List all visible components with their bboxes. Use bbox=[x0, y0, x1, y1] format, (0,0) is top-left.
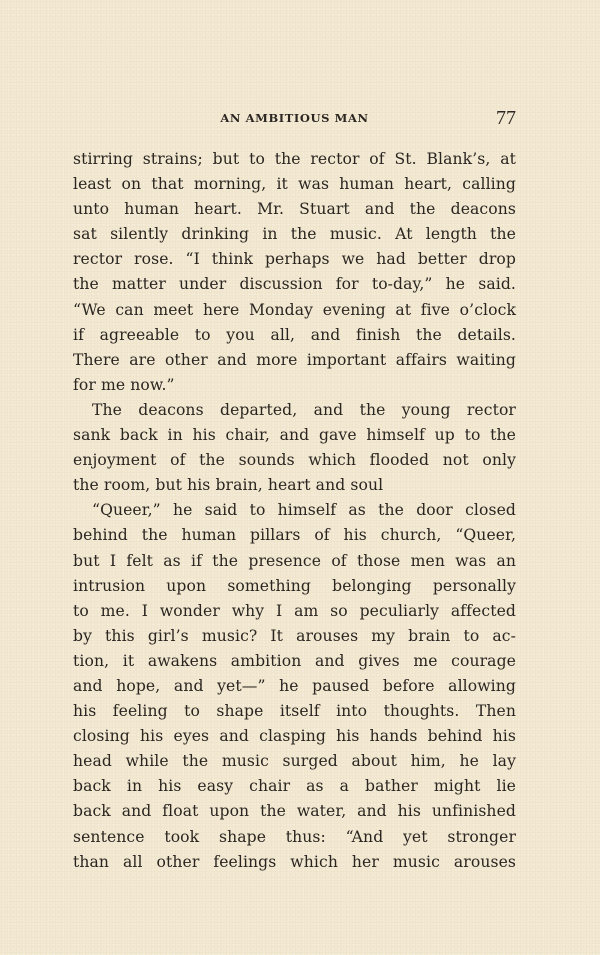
text-line: to me. I wonder why I am so peculiarly affected bbox=[73, 601, 516, 620]
body-text bbox=[73, 147, 516, 875]
text-line: back in his easy chair as a bather might lie bbox=[73, 777, 516, 796]
text-line: for me now.” bbox=[73, 375, 175, 394]
paragraph-start-line: “Queer,” he said to himself as the door closed bbox=[92, 501, 516, 520]
text-line: the room, but his brain, heart and soul bbox=[73, 476, 384, 495]
text-line: “We can meet here Monday evening at five o’clock bbox=[73, 300, 516, 319]
text-line: and hope, and yet—” he paused before allowing bbox=[73, 676, 516, 695]
text-line: but I felt as if the presence of those men was an bbox=[73, 551, 516, 570]
text-line: the matter under discussion for to-day,” he said. bbox=[73, 275, 516, 294]
text-line: his feeling to shape itself into thoughts. Then bbox=[73, 702, 516, 721]
text-line: back and float upon the water, and his unfinished bbox=[73, 802, 516, 821]
text-line: rector rose. “I think perhaps we had better drop bbox=[73, 250, 516, 269]
text-line: intrusion upon something belonging personally bbox=[73, 576, 516, 595]
text-line: sat silently drinking in the music. At length the bbox=[73, 225, 516, 244]
running-head bbox=[73, 107, 516, 131]
paragraph-start-line: The deacons departed, and the young rector bbox=[92, 400, 516, 419]
text-line: sank back in his chair, and gave himself up to the bbox=[73, 426, 516, 445]
text-line: closing his eyes and clasping his hands behind his bbox=[73, 727, 516, 746]
text-line: sentence took shape thus: “And yet stronger bbox=[73, 827, 516, 846]
text-line: head while the music surged about him, he lay bbox=[73, 752, 516, 771]
text-line: stirring strains; but to the rector of St. Blank’s, at bbox=[73, 150, 516, 168]
text-line: There are other and more important affairs waiting bbox=[73, 350, 516, 369]
text-line: than all other feelings which her music arouses bbox=[73, 852, 516, 871]
text-line: least on that morning, it was human heart, calling bbox=[73, 175, 516, 194]
text-line: tion, it awakens ambition and gives me courage bbox=[73, 651, 516, 670]
text-line: by this girl’s music? It arouses my brain to ac- bbox=[73, 626, 516, 645]
text-line: behind the human pillars of his church, “Queer, bbox=[73, 526, 516, 545]
running-title: AN AMBITIOUS MAN bbox=[220, 111, 369, 125]
text-line: if agreeable to you all, and finish the details. bbox=[73, 325, 516, 344]
page-number: 77 bbox=[496, 107, 516, 129]
text-line: enjoyment of the sounds which flooded not only bbox=[73, 451, 516, 470]
text-line: unto human heart. Mr. Stuart and the deacons bbox=[73, 200, 516, 219]
